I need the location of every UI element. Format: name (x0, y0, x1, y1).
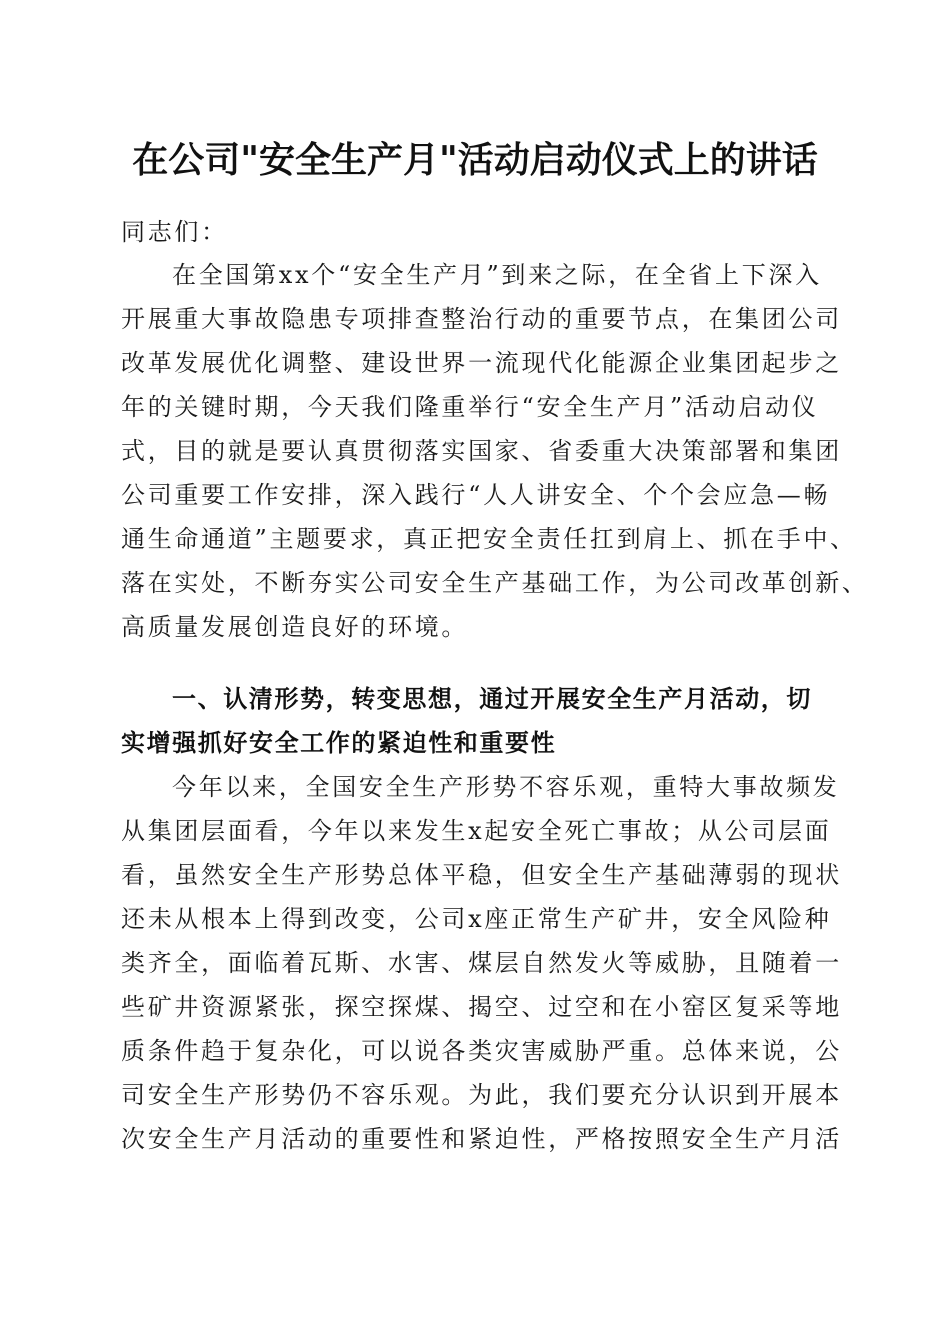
salutation: 同志们： (121, 218, 228, 246)
paragraph-1-line: 在全国第xx个“安全生产月”到来之际，在全省上下深入 (172, 261, 822, 289)
paragraph-1-line: 开展重大事故隐患专项排查整治行动的重要节点，在集团公司 (121, 305, 842, 333)
paragraph-1-line: 通生命通道”主题要求，真正把安全责任扛到肩上、抓在手中、 (121, 525, 857, 553)
paragraph-2-line: 今年以来，全国安全生产形势不容乐观，重特大事故频发 (172, 773, 840, 801)
paragraph-2-line: 质条件趋于复杂化，可以说各类灾害威胁严重。总体来说，公 (121, 1037, 842, 1065)
paragraph-2-line: 些矿井资源紧张，探空探煤、揭空、过空和在小窑区复采等地 (121, 993, 842, 1021)
paragraph-1-line: 改革发展优化调整、建设世界一流现代化能源企业集团起步之 (121, 349, 842, 377)
paragraph-1-line: 年的关键时期，今天我们隆重举行“安全生产月”活动启动仪 (121, 393, 819, 421)
paragraph-2-line: 司安全生产形势仍不容乐观。为此，我们要充分认识到开展本 (121, 1081, 842, 1109)
paragraph-1-line: 高质量发展创造良好的环境。 (121, 613, 469, 641)
paragraph-1-line: 落在实处，不断夯实公司安全生产基础工作，为公司改革创新、 (121, 569, 869, 597)
paragraph-1-line: 公司重要工作安排，深入践行“人人讲安全、个个会应急—畅 (121, 481, 831, 509)
paragraph-2-line: 次安全生产月活动的重要性和紧迫性，严格按照安全生产月活 (121, 1125, 842, 1153)
paragraph-2-line: 类齐全，面临着瓦斯、水害、煤层自然发火等威胁，且随着一 (121, 949, 842, 977)
section-heading-line: 一、认清形势，转变思想，通过开展安全生产月活动，切 (172, 685, 812, 713)
paragraph-2-line: 从集团层面看，今年以来发生x起安全死亡事故；从公司层面 (121, 817, 832, 845)
paragraph-2-line: 看，虽然安全生产形势总体平稳，但安全生产基础薄弱的现状 (121, 861, 842, 889)
paragraph-1-line: 式，目的就是要认真贯彻落实国家、省委重大决策部署和集团 (121, 437, 842, 465)
section-heading-line: 实增强抓好安全工作的紧迫性和重要性 (121, 729, 557, 757)
document-title: 在公司"安全生产月"活动启动仪式上的讲话 (132, 139, 818, 181)
paragraph-2-line: 还未从根本上得到改变，公司x座正常生产矿井，安全风险种 (121, 905, 832, 933)
